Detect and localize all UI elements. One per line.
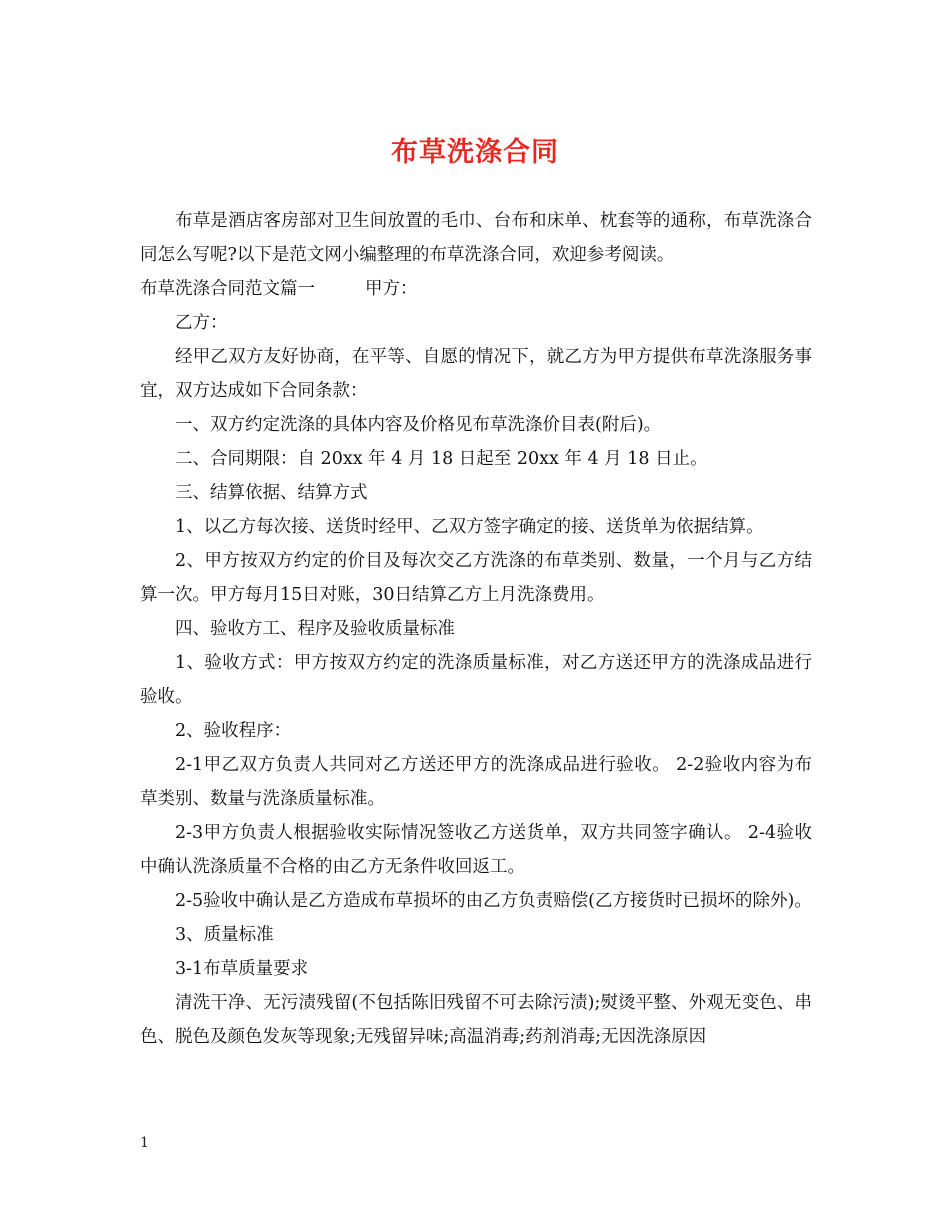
paragraph-preamble: 经甲乙双方友好协商，在平等、自愿的情况下，就乙方为甲方提供布草洗涤服务事宜，双方达成如下合同条款： [140, 347, 812, 401]
clause-1: 一、双方约定洗涤的具体内容及价格见布草洗涤价目表(附后)。 [175, 415, 662, 435]
clause-4-item-1: 1、验收方式：甲方按双方约定的洗涤质量标准，对乙方送还甲方的洗涤成品进行验收。 [140, 653, 812, 707]
section-heading-line [140, 272, 812, 306]
clause-4-item-2-1: 2-1甲乙双方负责人共同对乙方送还甲方的洗涤成品进行验收。 2-2验收内容为布草类别、数量与洗涤质量标准。 [140, 755, 812, 809]
page-number: 1 [140, 1135, 149, 1151]
clause-4-item-3-1: 3-1布草质量要求 [175, 959, 309, 979]
clause-4-item-2: 2、验收程序： [175, 721, 292, 741]
clause-3-item-2: 2、甲方按双方约定的价目及每次交乙方洗涤的布草类别、数量，一个月与乙方结算一次。甲方每月15日对账，30日结算乙方上月洗涤费用。 [140, 551, 812, 605]
clause-4-item-2-3: 2-3甲方负责人根据验收实际情况签收乙方送货单，双方共同签字确认。 2-4验收中确认洗涤质量不合格的由乙方无条件收回返工。 [140, 823, 812, 877]
party-a-label: 甲方： [365, 279, 418, 299]
clause-4-heading: 四、验收方工、程序及验收质量标准 [175, 619, 455, 639]
clause-4-item-3: 3、质量标准 [175, 925, 274, 945]
party-b-label: 乙方： [175, 313, 228, 333]
clause-4-item-2-5: 2-5验收中确认是乙方造成布草损坏的由乙方负责赔偿(乙方接货时已损坏的除外)。 [175, 891, 812, 911]
clause-3-heading: 三、结算依据、结算方式 [175, 483, 368, 503]
quality-requirements: 清洗干净、无污渍残留(不包括陈旧残留不可去除污渍);熨烫平整、外观无变色、串色、脱色及颜色发灰等现象;无残留异味;高温消毒;药剂消毒;无因洗涤原因 [140, 993, 812, 1047]
clause-3-item-1: 1、以乙方每次接、送货时经甲、乙双方签字确定的接、送货单为依据结算。 [175, 517, 764, 537]
clause-2: 二、合同期限：自 20xx 年 4 月 18 日起至 20xx 年 4 月 18 日止。 [175, 449, 708, 469]
document-body [140, 204, 812, 1054]
paragraph-intro: 布草是酒店客房部对卫生间放置的毛巾、台布和床单、枕套等的通称，布草洗涤合同怎么写呢?以下是范文网小编整理的布草洗涤合同，欢迎参考阅读。 [140, 211, 812, 265]
section-heading: 布草洗涤合同范文篇一 [140, 279, 315, 299]
document-title: 布草洗涤合同 [391, 137, 559, 168]
